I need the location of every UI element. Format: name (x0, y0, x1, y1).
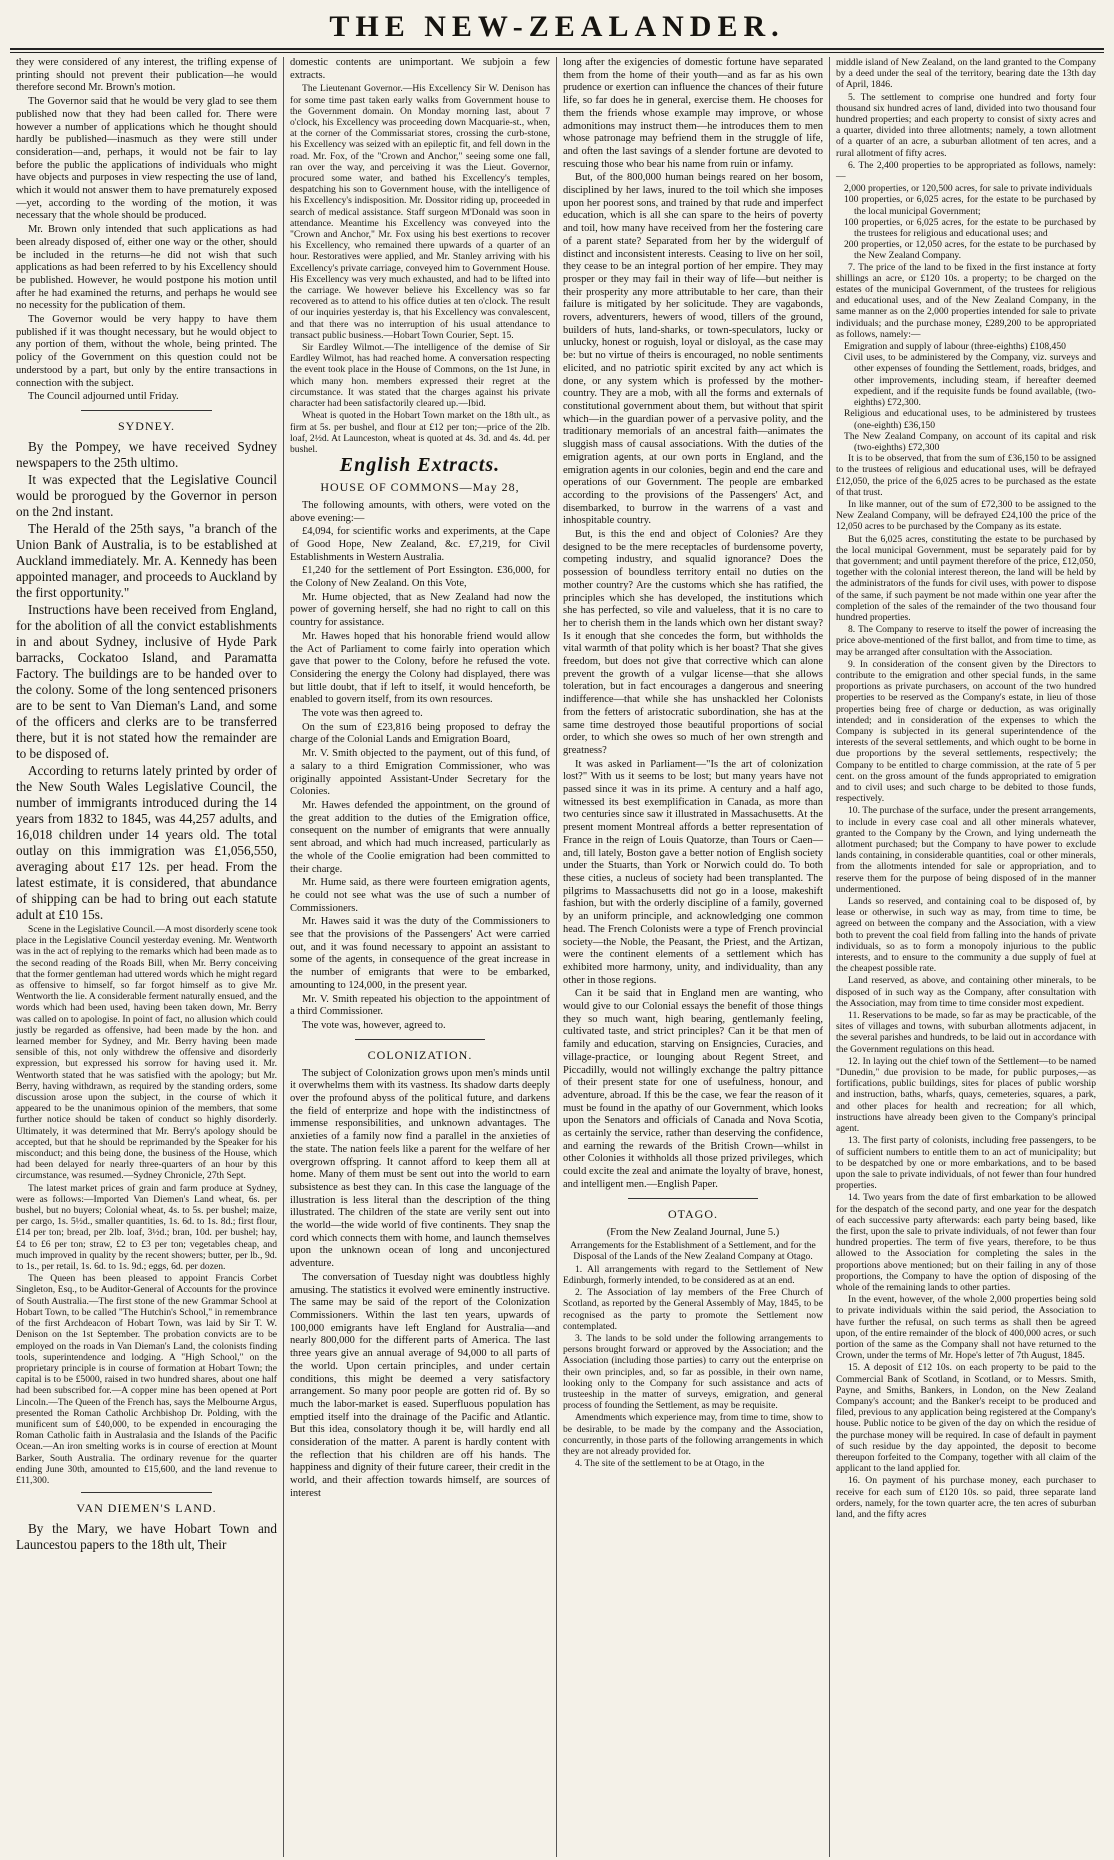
paragraph: In the event, however, of the whole 2,000 properties being sold to private individuals within the said period, the Association to have further the refusal, on such terms as shall then be agreed upon, of the entire remainder of the block of 400,000 acres, or such portion of the same as the Company shall not have returned to the Crown, under the terms of Mr. Hope's letter of 7th August, 1845. (836, 1294, 1096, 1362)
paragraph: long after the exigencies of domestic fortune have separated them from the home of their youth—and as far as his own prudence or exertion can influence the chances of their future life, so far does he in general, exercise them. He chooses for them the friends whose example may improve, or whose admonitions may instruct them—he introduces them to men whose patronage may befriend them in the struggle of life, and often the last savings of a slender fortune are devoted to rescuing those who bear his name from ruin or infamy. (563, 57, 823, 170)
paragraph: On the sum of £23,816 being proposed to defray the charge of the Colonial Lands and Emigration Board, (290, 721, 550, 746)
paragraph: In like manner, out of the sum of £72,300 to be assigned to the New Zealand Company, will be defrayed £24,100 the price of the 12,050 acres to be purchased by the Company as its estate. (836, 498, 1096, 533)
masthead-rule (10, 48, 1104, 50)
section-heading-english-extracts: English Extracts. (339, 454, 501, 477)
article-title: Arrangements for the Establishment of a Settlement, and for the Disposal of the Lands of the New Zealand Company at Otago. (570, 1240, 816, 1263)
paragraph: It was asked in Parliament—"Is the art of colonization lost?" With us it seems to be lost; but many years have not passed since it was in its prime. A century and a half ago, witnessed its best exemplification in Canada, as more than two centuries since saw it illustrated in Massachusetts. At the present moment Montreal affords a better representation of France in the reign of Louis Quatorze, than Tours or Caen—and, till lately, Boston gave a better notion of English society under the Stuarts, than York or Norwich could do. To both these cities, a nucleus of society had been transplanted. The pilgrims to Massachusetts did not go in a loose, makeshift fashion, but with the orderly discipline of a family, governed by an uniform principle, and acknowledging one common head. The French Colonists were a type of French provincial society—the Noble, the Peasant, the Priest, and the Artizan, were the continent elements of a settlement which has exhibited more harmony, unity, and individuality, than any other in those regions. (563, 758, 823, 986)
column-4 (829, 57, 1102, 1857)
column-3 (556, 57, 829, 1857)
paragraph: The Governor would be very happy to have them published if it was thought necessary, but he would object to any portion of them, without the whole, being printed. The policy of the Government on this question could not be understood by a part, but only by the entire transactions in connection with the subject. (16, 314, 277, 389)
paragraph: Mr. V. Smith objected to the payment, out of this fund, of a salary to a third Emigration Commissioner, who was originally appointed Assistant-Under Secretary for the Colonies. (290, 748, 550, 798)
paragraph: The latest market prices of grain and farm produce at Sydney, were as follows:—Imported Van Diemen's Land wheat, 6s. per bushel, but no buyers; Colonial wheat, 4s. to 5s. per bushel; maize, per cargo, 1s. 5½d., smaller quantities, 1s. 6d. to 1s. 8d.; first flour, £14 per ton; bread, per 2lb. loaf, 3½d.; bran, 10d. per bushel; hay, £4 to £6 per ton; straw, £2 to £3 per ton; vegetables cheap, and much improved in quality by the recent showers; butter, per lb., 9d. to 1s., per retail, 1s. 6d. to 1s. 9d.; eggs, 6d. per dozen. (16, 1182, 277, 1273)
paragraph: 5. The settlement to comprise one hundred and forty four thousand six hundred acres of land, divided into two thousand four hundred properties; and each property to consist of sixty acres and a quarter, divided into three allotments; namely, a town allotment of a quarter of an acre, a suburban allotment of ten acres, and a rural allotment of fifty acres. (836, 91, 1096, 159)
paragraph: Lands so reserved, and containing coal to be disposed of, by lease or otherwise, in such way as may, from time to time, be agreed on between the company and the Association, with a view both to prevent the coal field from falling into the hands of private individuals, so as to form a monopoly injurious to the public interests, and to ensure to the community a due supply of fuel at the cheapest possible rate. (836, 896, 1096, 975)
list-item: Emigration and supply of labour (three-eighths) £108,450 (844, 341, 1066, 353)
paragraph: 1. All arrangements with regard to the Settlement of New Edinburgh, formerly intended, to be considered as at an end. (563, 1263, 823, 1286)
paragraph: Scene in the Legislative Council.—A most disorderly scene took place in the Legislative Council yesterday evening. Mr. Wentworth was in the act of replying to the remarks which had been made as to the second reading of the Roads Bill, when Mr. Berry conceiving that the former gentleman had uttered words which he might regard as offensive to himself, so far forgot himself as to give Mr. Wentworth the lie. A considerable ferment naturally ensued, and the words which had been used, having been taken down, Mr. Berry was called on to apologise. In point of fact, no allusion which could justly be regarded as offensive, had been made by the hon. and learned member for Sydney, and Mr. Berry having been made sensible of this, not only withdrew the offensive and disorderly expression, but expressed his sorrow for having used it. Mr. Wentworth stated that he was satisfied with the apology; but Mr. Berry, having withdrawn, as required by the standing orders, some discussion arose upon the subject, in the course of which it appeared to be the unanimous opinion of the members, that some further notice should be taken of conduct so highly disorderly. Ultimately, it was determined that Mr. Berry's apology should be accepted, but that he should be reprimanded by the Speaker for his misconduct; and this being done, the business of the House, which had been delayed for nearly three-quarters of an hour by this circumstance, was resumed.—Sydney Chronicle, 27th Sept. (16, 923, 277, 1182)
paragraph: But, is this the end and object of Colonies? Are they designed to be the mere receptacles of burdensome poverty, competing industry, and squalid ignorance? Does the possession of boundless territory entail no duties on the mother country? Are the customs which she has ratified, the principles which she has developed, the institutions which she has perfected, so vile and valueless, that it is no care to her to cherish them in the lands which own her distant sway? Is it enough that she concedes the form, but withholds the vital warmth of that polity which is her boast? That she gives freedom, but does not give that corrective which can alone prevent the growth of a vulgar license—that she allows toleration, but in fact encourages a dangerous and sneering indifference—that while she has unshackled her Colonists from the fetters of aristocratic subordination, she has at the same time destroyed those beautiful proportions of social order, to which she owes so much of her own strength and greatness? (563, 529, 823, 756)
paragraph: By the Mary, we have Hobart Town and Launcestou papers to the 18th ult, Their (16, 1521, 277, 1553)
paragraph: Mr. Hawes said it was the duty of the Commissioners to see that the provisions of the Passengers' Act were carried out, and it was found necessary to appoint an assistant to some of the agents, in consequence of the great increase in the number of emigrants that were to be embarked, amounting to 124,000, in the present year. (290, 916, 550, 991)
list-item: Religious and educational uses, to be administered by trustees (one-eighth) £36,150 (844, 408, 1096, 431)
paragraph: 12. In laying out the chief town of the Settlement—to be named "Dunedin," due provision to be made, for public purposes,—as fortifications, public buildings, sites for places of public worship and instruction, baths, wharfs, quays, cemeteries, squares, a park, and other places for health and recreation; for all which, instructions have already been given to the Company's principal agent. (836, 1055, 1096, 1135)
paragraph: Land reserved, as above, and containing other minerals, to be disposed of in such way as the Company, after consultation with the Association, may from time to time consider most expedient. (836, 975, 1096, 1009)
source-line: (From the New Zealand Journal, June 5.) (606, 1226, 780, 1238)
paragraph: 16. On payment of his purchase money, each purchaser to receive for each sum of £120 10s. so paid, three separate land orders, namely, for the town quarter acre, the ten acres of suburban land, and the fifty acres (836, 1475, 1096, 1520)
paragraph: The Lieutenant Governor.—His Excellency Sir W. Denison has for some time past taken early walks from Government house to the Government domain. On Monday morning last, about 7 o'clock, his Excellency was proceeding down Macquarie-st., when, at the corner of the Commissariat stores, crossing the curb-stone, his Excellency was seized with an epileptic fit, and fell down in the road. Mr. Fox, of the "Crown and Anchor," seeing some one fall, ran over the way, and perceiving it was the Lieut. Governor, procured some water, and bathed his Excellency's temples, despatching his son to Government house, with the intelligence of his Excellency's indisposition. Mr. Dossitor riding up, proceeded in search of medical assistance. Staff surgeon M'Donald was soon in attendance. Meantime his Excellency was conveyed into the "Crown and Anchor," Mr. Fox using his best exertions to recover his Excellency, who remained there upwards of a quarter of an hour. Restoratives were applied, and Mr. Stanley arriving with his Excellency's private carriage, conveyed him to Government House. His Excellency was very much exhausted, and had to be lifted into the carriage. We however believe his Excellency was so far recovered as to attend to his office duties at ten o'clock. The result of our inquiries yesterday is, that his Excellency was convalescent, and that there was no interruption of his usual attendance to transact public business.—Hobart Town Courier, Sept. 15. (290, 83, 550, 341)
paragraph: It is to be observed, that from the sum of £36,150 to be assigned to the trustees of religious and educational uses, will be defrayed £12,050, the price of the 6,025 acres to be purchased as the estate of that trust. (836, 453, 1096, 498)
list-item: 100 properties, or 6,025 acres, for the estate to be purchased by the local municipal Government; (844, 194, 1096, 217)
section-heading-otago: OTAGO. (667, 1206, 719, 1221)
paragraph: Mr. Hume objected, that as New Zealand had now the power of governing herself, she had no right to call on this country for assistance. (290, 591, 550, 629)
column-2 (283, 57, 556, 1857)
paragraph: The Queen has been pleased to appoint Francis Corbet Singleton, Esq., to be Auditor-General of Accounts for the province of South Australia.—The first stone of the new Grammar School at Hobart Town, to be called "The Hutchin's School," in remembrance of the first Archdeacon of Hobart Town, was laid by Sir T. W. Denison on the 1st September. The probation convicts are to be employed on the roads in Van Dieman's Land, the colonists finding tools, superintendence and lodging. A "High School," on the proprietary principle is in course of formation at Hobart Town; the capital is to be £5000, raised in two hundred shares, about one half had been subscribed for.—A copper mine has been opened at Port Lincoln.—The Queen of the French has, says the Melbourne Argus, presented the Roman Catholic Archbishop Dr. Polding, with the munificent sum of £40,000, to be expended in encouraging the Roman Catholic faith in Australasia and the Islands of the Pacific Ocean.—An iron smelting works is in course of erection at Mount Barker, South Australia. The ordinary revenue for the quarter ending June 30th, amounted to £15,600, and the land revenue to £11,300. (16, 1273, 277, 1486)
columns (10, 57, 1104, 1857)
paragraph: The subject of Colonization grows upon men's minds until it overwhelms them with its vastness. Its shadow darts deeply over the profound abyss of the political future, and darkens the field of enterprize and hope with the indistinctness of immense responsibilities, and unknown advantages. The anxieties of a family now find a parallel in the anxieties of the state. The nation feels like a parent for the welfare of her overgrown offspring. It cannot afford to keep them all at home. Many of them must be sent out into the world to earn subsistence as best they can. In this case the language of the illustration is less literal than the description of the thing illustrated. The children of the state are verily sent out into the world—the wide world of five continents. They snap the cord which connects them with home, and launch themselves upon the unknown ocean of long and unconjectured adventure. (290, 1067, 550, 1270)
paragraph: 15. A deposit of £12 10s. on each property to be paid to the Commercial Bank of Scotland, in Scotland, or to Messrs. Smith, Payne, and Smiths, Bankers, in London, on the New Zealand Company's account; and the Banker's receipt to be produced and filed, previous to any application being registered at the Company's house. Public notice to be given of the day on which the residue of the purchase money will be required. In case of default in payment of such residue by the day appointed, the deposit to become thereupon forfeited to the Company, together with all claim of the applicant to the land applied for. (836, 1362, 1096, 1475)
paragraph: Mr. V. Smith repeated his objection to the appointment of a third Commissioner. (290, 993, 550, 1018)
paragraph: 7. The price of the land to be fixed in the first instance at forty shillings an acre, or £120 10s. a property; to be charged on the estates of the municipal Government, of the trustees for religious and educational uses, and of the New Zealand Company, in the same manner as on the 2,000 properties intended for sale to private individuals; and the purchase money, £289,200 to be appropriated as follows, namely:— (836, 261, 1096, 340)
section-heading-house-of-commons: HOUSE OF COMMONS—May 28, (320, 479, 520, 494)
paragraph: 6. The 2,400 properties to be appropriated as follows, namely:— (836, 159, 1096, 183)
section-rule (628, 1198, 758, 1199)
paragraph: 2. The Association of lay members of the Free Church of Scotland, as reported by the General Assembly of May, 1845, to be recognised as the party to promote the Settlement now contemplated. (563, 1287, 823, 1332)
list-item: Civil uses, to be administered by the Company, viz. surveys and other expenses of founding the Settlement, roads, bridges, and other improvements, including steam, if hereafter deemed expedient, and if the requisite funds be found available, (two-eighths) £72,300. (844, 352, 1096, 409)
paragraph: domestic contents are unimportant. We subjoin a few extracts. (290, 57, 550, 81)
paragraph: 8. The Company to reserve to itself the power of increasing the price above-mentioned of the first ballot, and from time to time, as may be arranged after consultation with the Association. (836, 624, 1096, 658)
masthead: THE NEW-ZEALANDER. (329, 10, 785, 43)
paragraph: they were considered of any interest, the trifling expense of printing should not prevent their publication—he would therefore second Mr. Brown's motion. (16, 57, 277, 94)
paragraph: The vote was then agreed to. (302, 708, 423, 720)
section-rule (355, 1039, 485, 1040)
paragraph: But, of the 800,000 human beings reared on her bosom, disciplined by her laws, inured to the toil which she imposes upon her poorest sons, and trained by that rude and imperfect education, which is all she can spare to the heirs of poverty and toil, how many have received from her the fostering care of a parent state? Separated from her by the widergulf of distinct and inconsistent interests. Ceasing to live on her soil, they cease to be an integral portion of her empire. They may prosper or they may fail in their way of life—but neither is their prosperity any more attributable to her care, than their failure is mitigated by her solicitude. They are vagabonds, rovers, adventurers, hewers of wood, tillers of the ground, builders of huts, land-sharks, or town-speculators, lucky or unlucky, honest or roguish, loyal or disloyal, as the case may be: but no virtue of theirs is encouraged, no noble sentiments elicited, and no patriotic spirit excited by any act which is done, or any system which is professed by the mother-country. They are a mob, with all the forms and externals of constitutional government about them, but without that spirit which—in the guardian power of a pervasive polity, and the traditionary memorials of an ancestral faith—animates the sluggish mass of causal associations. With the duties of the emigration agents, at our own ports in England, and the emigration agents in our colonies, begin and end the care and operations of our Government. The people are embarked according to the provisions of the Passengers' Act, and disembarked, to burrow in the warrens of a vast and inhospitable country. (563, 172, 823, 527)
list-item: 2,000 properties, or 120,500 acres, for sale to private individuals (844, 183, 1093, 195)
paragraph: The Governor said that he would be very glad to see them published now that they had been called for. There were however a number of applications which he thought should hardly be published—inasmuch as they were still under consideration—and, perhaps, it would not be fair to lay before the public the applications of individuals who might have objects and purposes in view respecting the use of land, which it would not answer them to have prematurely exposed—yet, according to the wording of the motion, it was necessary that the whole should be produced. (16, 96, 277, 222)
section-heading-colonization: COLONIZATION. (367, 1047, 473, 1062)
section-heading-sydney: SYDNEY. (117, 418, 176, 433)
paragraph: By the Pompey, we have received Sydney newspapers to the 25th ultimo. (16, 438, 277, 470)
paragraph: Can it be said that in England men are wanting, who would give to our Colonial essays the benefit of those things they so much want, high bearing, gentlemanly feeling, cultivated taste, and strict principles? Can it be that men of family and education, starving on Ensigncies, Curacies, and village-practice, or lounging about Regent Street, and Piccadilly, would not willingly exchange the paltry pittance of their present state for one of usefulness, honour, and adventure, abroad. If this be the case, we fear the reason of it must be found in the apathy of our Government, which looks upon the Senators and officials of Canada and Nova Scotia, as certainly the service, rather than deserving the confidence, and earning the rewards of the British Crown—whilst in other Colonies it withholds all those prized privileges, which could excite the zeal and animate the loyalty of brave, honest, and intelligent men.—English Paper. (563, 988, 823, 1190)
paragraph: 9. In consideration of the consent given by the Directors to contribute to the emigration and other special funds, in the same proportions as private purchasers, on account of the two hundred properties to be reserved as the Company's estate, in lieu of those properties being free of charge or deduction, as was originally intended; and in consideration of the expenses to which the Company is subjected in its general superintendence of the interests of the several settlements, and which ought to be borne in due proportions by the several settlements, respectively; the Company to be entitled to charge commission, at the rate of 5 per cent. on the gross amount of the funds appropriated to emigration and to civil uses; and such charge to be debited to those funds, respectively. (836, 658, 1096, 805)
masthead-rule-thin (10, 52, 1104, 53)
list-item: The New Zealand Company, on account of its capital and risk (two-eighths) £72,300 (844, 430, 1096, 453)
section-heading-van-diemens-land: VAN DIEMEN'S LAND. (76, 1501, 217, 1516)
paragraph: Amendments which experience may, from time to time, show to be desirable, to be made by the company and the Association, concurrently, in those parts of the following arrangements in which they are not already provided for. (563, 1412, 823, 1457)
paragraph: The vote was, however, agreed to. (302, 1019, 446, 1031)
paragraph: Wheat is quoted in the Hobart Town market on the 18th ult., as firm at 5s. per bushel, and flour at £12 per ton;—price of the 2lb. loaf, 2½d. At Launceston, wheat is quoted at 4s. 3d. and 4s. 4d. per bushel. (290, 410, 550, 455)
paragraph: Mr. Brown only intended that such applications as had been already disposed of, either one way or the other, should be included in the returns—he did not wish that such applications as had been referred to by his Excellency should be published. However, he would postpone his motion until after he had examined the returns, and perhaps he would see no necessity for the publication of them. (16, 224, 277, 312)
paragraph: 3. The lands to be sold under the following arrangements to persons brought forward or approved by the Association; and the Association (including those parties) to carry out the enterprise on their own principles, and, so far as possible, in their own name, looking only to the Company for such assistance and acts of trusteeship in the matter of surveys, emigration, and general process of founding the Settlement, as may be requisite. (563, 1332, 823, 1412)
paragraph: The Herald of the 25th says, "a branch of the Union Bank of Australia, is to be established at Auckland immediately. Mr. A. Kennedy has been appointed manager, and proceeds to Auckland by the first opportunity." (16, 520, 277, 600)
paragraph: £4,094, for scientific works and experiments, at the Cape of Good Hope, New Zealand, &c. £7,219, for Civil Establishments in Western Australia. (290, 526, 550, 563)
paragraph: Mr. Hawes hoped that his honorable friend would allow the Act of Parliament to come fairly into operation which gave that power to the Colony, before he refused the vote. Considering the energy the Colony had displayed, there was but little doubt, that if left to itself, it would henceforth, be enabled to govern itself, from its own resources. (290, 630, 550, 706)
paragraph: Mr. Hume said, as there were fourteen emigration agents, he could not see what was the use of such a number of Commissioners. (290, 877, 550, 914)
paragraph: Sir Eardley Wilmot.—The intelligence of the demise of Sir Eardley Wilmot, has had reached home. A conversation respecting the event took place in the House of Commons, on the 1st June, in which many hon. members expressed their regret at the circumstance. It was stated that the charges against his private character had been satisfactorily cleared up.—Ibid. (290, 342, 550, 410)
paragraph: The Council adjourned until Friday. (28, 391, 179, 403)
paragraph: It was expected that the Legislative Council would be prorogued by the Governor in person on the 2nd instant. (16, 471, 277, 519)
list-item: 100 properties, or 6,025 acres, for the estate to be purchased by the trustees for religious and educational uses; and (844, 216, 1096, 240)
section-rule (81, 410, 212, 411)
column-1 (10, 57, 283, 1857)
paragraph: Instructions have been received from England, for the abolition of all the convict establishments in and about Sydney, inclusive of Hyde Park barracks, Cockatoo Island, and Paramatta Factory. The buildings are to be handed over to the colony. Some of the long sentenced prisoners are to be sent to Van Dieman's Land, and some of the officers and clerks are to be transferred there, but it is not stated how the remainder are to be disposed of. (16, 601, 277, 761)
paragraph: According to returns lately printed by order of the New South Wales Legislative Council, the number of immigrants introduced during the 14 years from 1832 to 1845, was 44,257 adults, and 16,018 children under 14 years old. The total outlay on this immigration was £1,056,550, averaging about £17 12s. per head. From the latest estimate, it is considered, that abundance of shipping can be had to bring out each statute adult at £10 15s. (16, 762, 277, 922)
paragraph: Mr. Hawes defended the appointment, on the ground of the great addition to the duties of the Emigration office, consequent on the number of emigrants that were annually sent abroad, and which had much increased, particularly as the whole of the Coolie emigration had been committed to their charge. (290, 799, 550, 875)
paragraph: 14. Two years from the date of first embarkation to be allowed for the despatch of the second party, and one year for the despatch of each successive party afterwards: each party being based, like the first, upon the sale to private individuals, of not fewer than four hundred properties. The term of five years, therefore, to be thus allowed to the Association for completing the sales in the proportions above mentioned; but on their failing in any of those proportions, the Company to have the option of disposing of the whole of the remaining lands to other parties. (836, 1192, 1096, 1293)
paragraph: middle island of New Zealand, on the land granted to the Company by a deed under the seal of the territory, bearing date the 13th day of April, 1846. (836, 57, 1096, 91)
paragraph: 11. Reservations to be made, so far as may be practicable, of the sites of villages and towns, with suburban allotments adjacent, in the several parishes and hundreds, to be laid out in accordance with the Government regulations on this head. (836, 1010, 1096, 1055)
paragraph: 4. The site of the settlement to be at Otago, in the (575, 1458, 765, 1470)
paragraph: But the 6,025 acres, constituting the estate to be purchased by the local municipal Government, must be separately paid for by that government; and until payment therefore of the price, £12,050, together with the colonial interest thereon, the land will be held by the administrators of the funds for civil uses, with power to dispose of the same, if such payment be not made within one year after the completion of the sales of the remainder of the two thousand four hundred properties. (836, 533, 1096, 623)
section-rule (81, 1492, 212, 1493)
paragraph: The conversation of Tuesday night was doubtless highly amusing. The statistics it evolved were eminently instructive. The same may be said of the report of the Colonization Commissioners. Within the last ten years, upwards of 100,000 emigrants have left England for Australia—and nearly 800,000 for the different parts of America. The last three years give an annual average of 94,000 to all parts of the world. Upon certain principles, and under certain conditions, this might be deemed a very satisfactory arrangement. So many poor people are gotten rid of. By so much the labor-market is eased. Superfluous population has emptied itself into the drainage of the Pacific and Atlantic. But this idea, consolatory though it be, will hardly end all consideration of the matter. A parent is hardly content with the reflection that his children are off his hands. The happiness and dignity of their future career, their credit in the world, and their affection towards himself, are sources of interest (290, 1271, 550, 1499)
list-item: 200 properties, or 12,050 acres, for the estate to be purchased by the New Zealand Company. (844, 239, 1096, 262)
paragraph: 13. The first party of colonists, including free passengers, to be of sufficient numbers to entitle them to an act of municipality; but to be despatched by one or more embarkations, and to be based upon the sale to private individuals, of not fewer than four hundred properties. (836, 1135, 1096, 1192)
paragraph: The following amounts, with others, were voted on the above evening:— (290, 499, 550, 524)
paragraph: 10. The purchase of the surface, under the present arrangements, to include in every case coal and all other minerals whatever, granted to the Company by the Crown, and lying underneath the allotment purchased; but the Company to have power to exclude lands containing, in considerable quantities, coal or other minerals, from the allotments intended for sale or appropriation, and to reserve them for the purpose of being disposed of in the manner undermentioned. (836, 805, 1096, 895)
paragraph: £1,240 for the settlement of Port Essington. £36,000, for the Colony of New Zealand. On this Vote, (290, 565, 550, 590)
